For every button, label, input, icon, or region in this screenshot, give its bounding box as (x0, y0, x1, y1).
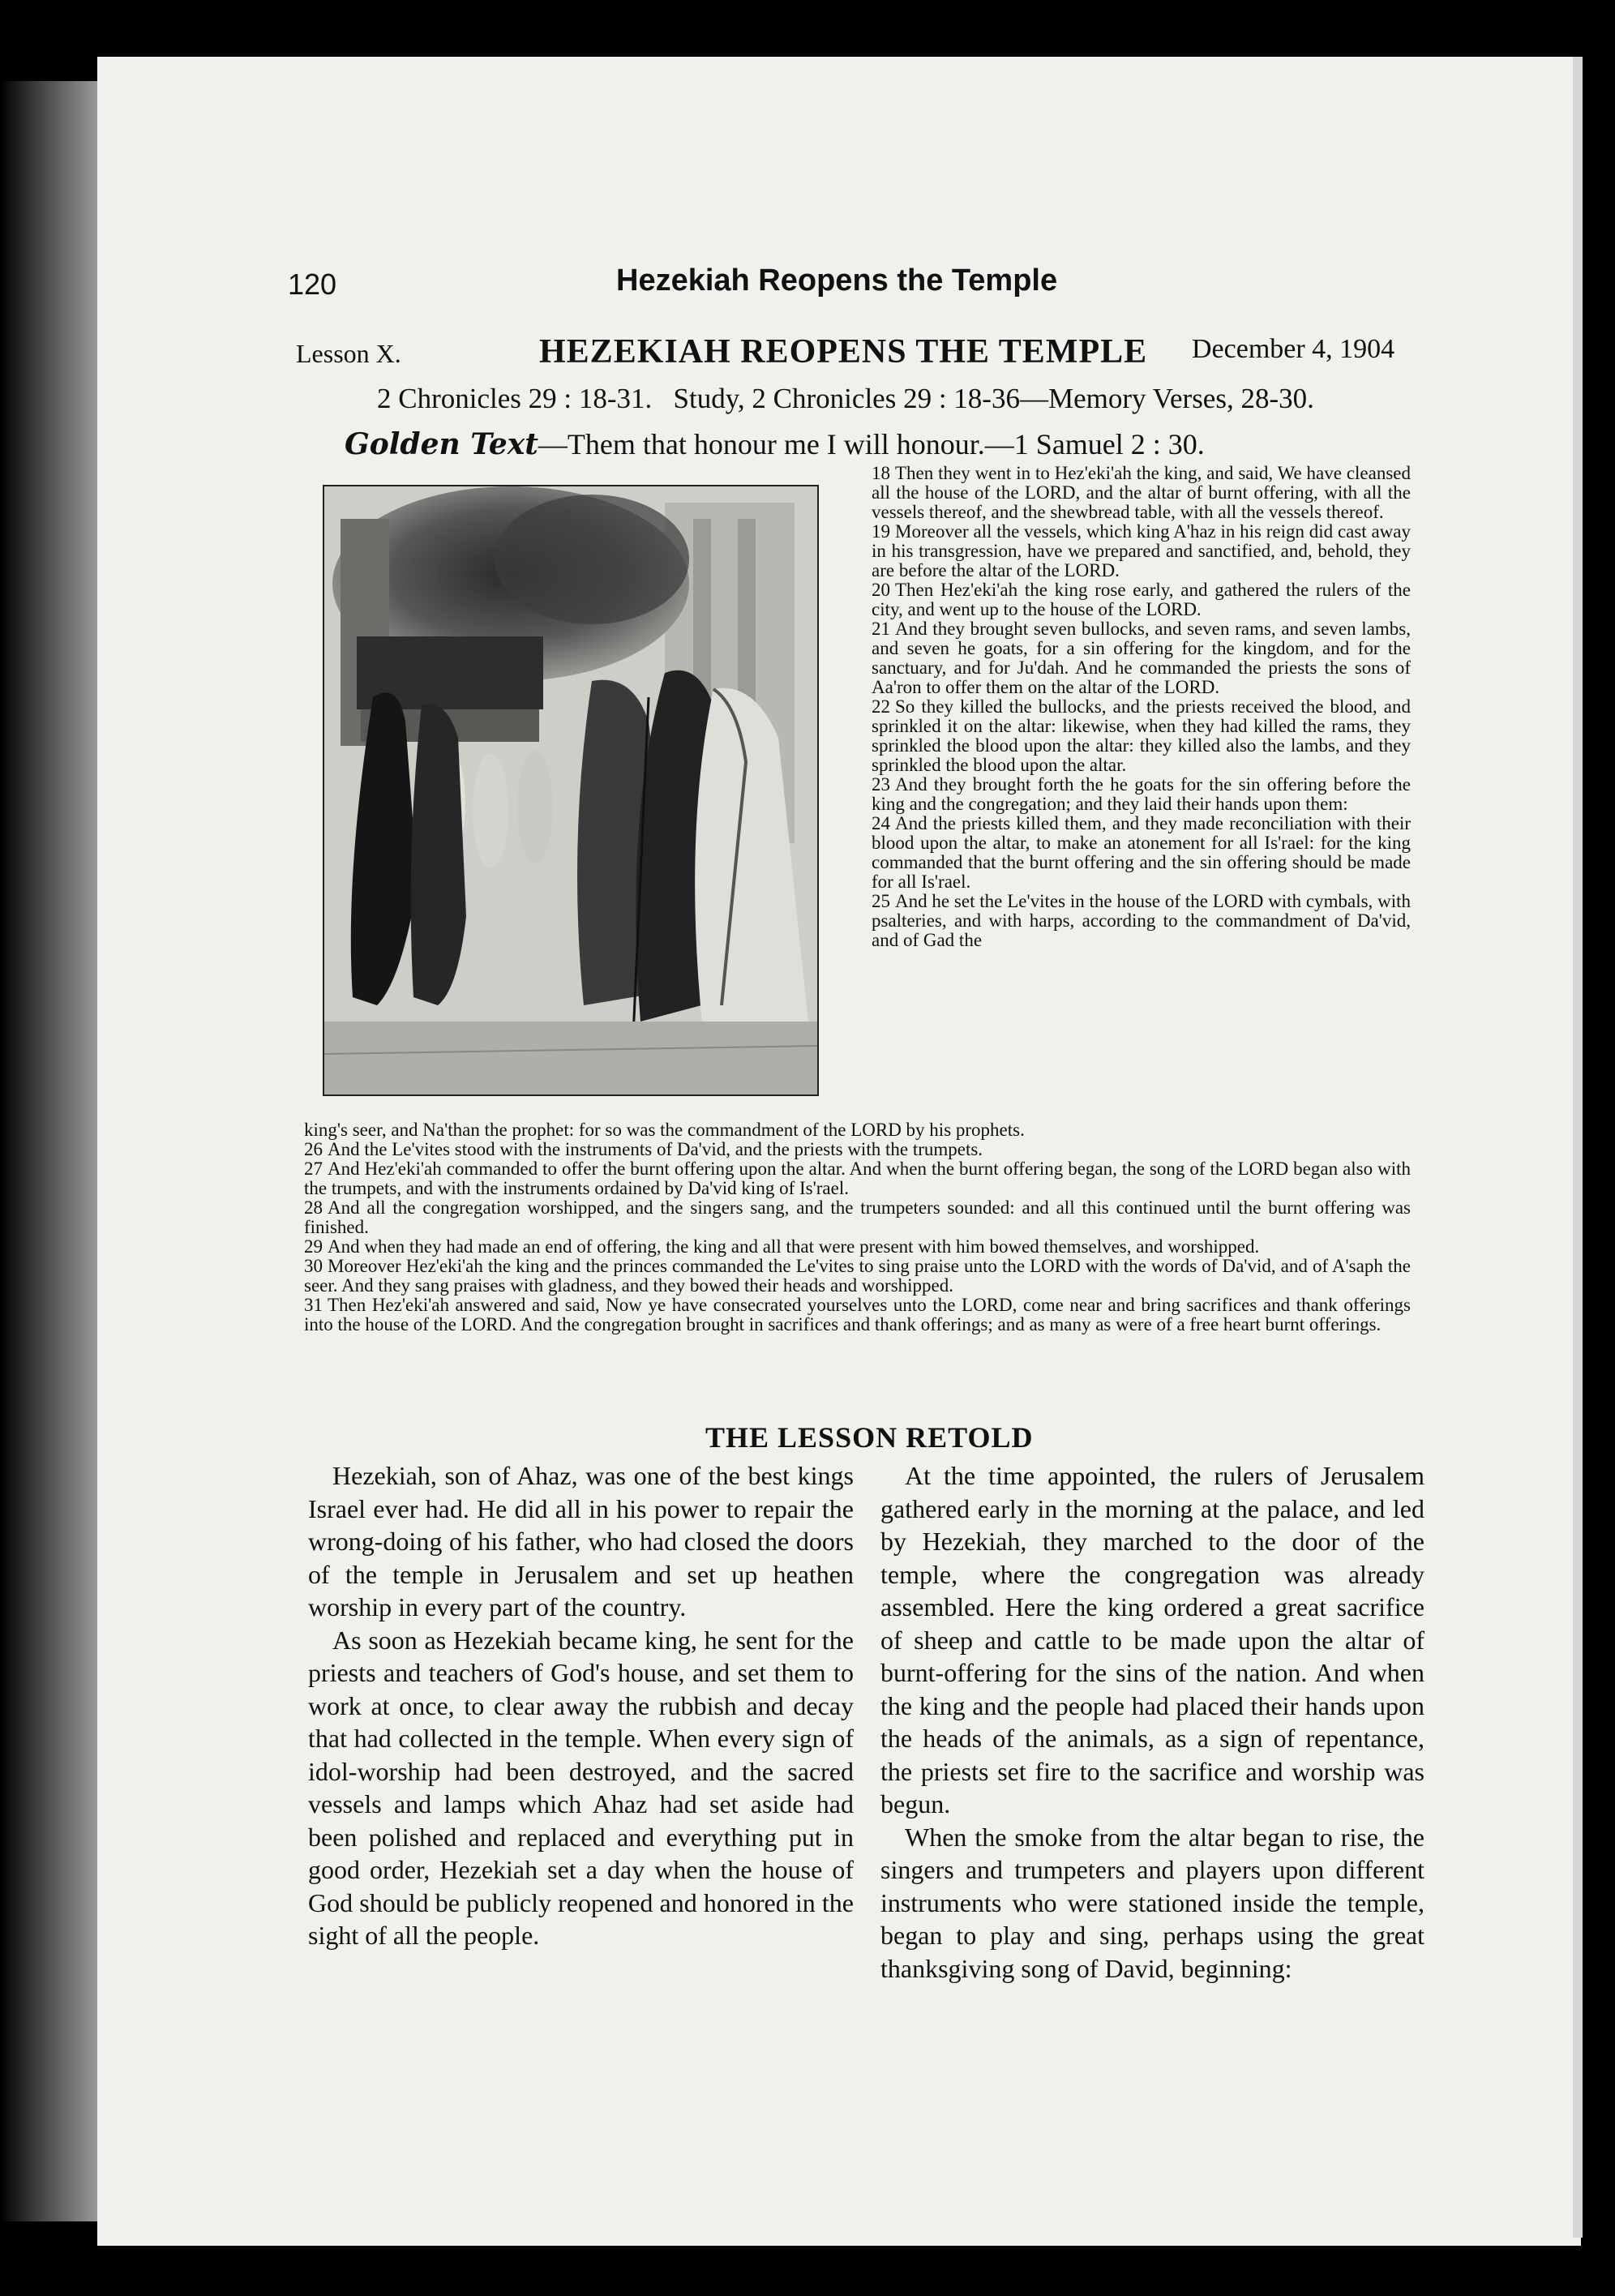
running-title: Hezekiah Reopens the Temple (616, 263, 1058, 298)
page-number: 120 (288, 268, 337, 301)
lesson-retold-left-column (308, 1459, 854, 1952)
lesson-date: December 4, 1904 (1192, 334, 1395, 364)
lesson-retold-heading: THE LESSON RETOLD (705, 1421, 1034, 1454)
lesson-number: Lesson X. (296, 339, 401, 368)
retold-paragraph: At the time appointed, the rulers of Jerusalem gathered early in the morning at the palace, and led by Hezekiah, they marched to the door of the temple, where the congregation was already assembled. Here the king ordered a great sacrifice of sheep and cattle to be made upon the altar of burnt-offering for the sins of the nation. And when the king and the people had placed their hands upon the heads of the animals, as a sign of repentance, the priests set fire to the sacrifice and worship was begun. (880, 1461, 1424, 1818)
verse-18: 18 Then they went in to Hez'eki'ah the king, and said, We have cleansed all the house of the LORD, and the altar of burnt offering, with all the vessels thereof, and the shewbread table, with all the vessels thereof. (872, 463, 1411, 522)
verse-22: 22 So they killed the bullocks, and the priests received the blood, and sprinkled it on the altar: likewise, when they had killed the rams, they sprinkled the blood upon the altar: they killed also the lambs, and they sprinkled the blood upon the altar. (872, 696, 1411, 775)
verse-28: 28 And all the congregation worshipped, and the singers sang, and the trumpeters sounded: and all this continued until the burnt offering was finished. (304, 1197, 1411, 1237)
verse-29: 29 And when they had made an end of offering, the king and all that were present with him bowed themselves, and worshipped. (304, 1236, 1260, 1257)
retold-paragraph: Hezekiah, son of Ahaz, was one of the best kings Israel ever had. He did all in his power to repair the wrong-doing of his father, who had closed the doors of the temple in Jerusalem and set up heathen worship in every part of the country. (308, 1461, 854, 1621)
lesson-retold-right-column (880, 1459, 1424, 1985)
scripture-reference: 2 Chronicles 29 : 18-31. Study, 2 Chronicles 29 : 18-36—Memory Verses, 28-30. (377, 383, 1314, 414)
verse-30: 30 Moreover Hez'eki'ah the king and the princes commanded the Le'vites to sing praise unto the LORD with the words of Da'vid, and of A'saph the seer. And they sang praises with gladness, and they bowed their heads and worshipped. (304, 1256, 1411, 1296)
verse-25: 25 And he set the Le'vites in the house of the LORD with cymbals, with psalteries, and with harps, according to the commandment of Da'vid, and of Gad the (872, 891, 1411, 950)
verse-26: 26 And the Le'vites stood with the instruments of Da'vid, and the priests with the trumpets. (304, 1139, 983, 1159)
verse-23: 23 And they brought forth the he goats for the sin offering before the king and the congregation; and they laid their hands upon them: (872, 774, 1411, 814)
golden-text (345, 427, 1205, 461)
lesson-title: HEZEKIAH REOPENS THE TEMPLE (539, 333, 1148, 371)
verse-20: 20 Then Hez'eki'ah the king rose early, and gathered the rulers of the city, and went up to the house of the LORD. (872, 580, 1411, 619)
verse-19: 19 Moreover all the vessels, which king A'haz in his reign did cast away in his transgression, have we prepared and sanctified, and, behold, they are before the altar of the LORD. (872, 521, 1411, 580)
scripture-verses-full-width (304, 1120, 1411, 1334)
verse-27: 27 And Hez'eki'ah commanded to offer the burnt offering upon the altar. And when the burnt offering began, the song of the LORD began also with the trumpets, and with the instruments ordained by Da'vid king of Is'rael. (304, 1159, 1411, 1198)
temple-sacrifice-illustration (323, 485, 819, 1096)
verse-21: 21 And they brought seven bullocks, and seven rams, and seven lambs, and seven he goats, for a sin offering for the kingdom, and for the sanctuary, and for Ju'dah. And he commanded the priests the sons of Aa'ron to offer them on the altar of the LORD. (872, 619, 1411, 697)
temple-sacrifice-engraving-icon (324, 486, 817, 1094)
retold-paragraph: As soon as Hezekiah became king, he sent for the priests and teachers of God's house, and set them to work at once, to clear away the rubbish and decay that had collected in the temple. When every sign of idol-worship had been destroyed, and the sacred vessels and lamps which Ahaz had set aside had been polished and replaced and everything put in good order, Hezekiah set a day when the house of God should be publicly reopened and honored in the sight of all the people. (308, 1625, 854, 1950)
scripture-verses-right-column (872, 464, 1411, 950)
verse-24: 24 And the priests killed them, and they made reconciliation with their blood upon the altar, to make an atonement for all Is'rael: for the king commanded that the burnt offering and the sin offering should be made for all Is'rael. (872, 813, 1411, 892)
page-right-edge (1573, 57, 1583, 2238)
golden-text-label: Golden Text (345, 427, 538, 461)
verse-31: 31 Then Hez'eki'ah answered and said, Now ye have consecrated yourselves unto the LORD, come near and bring sacrifices and thank offerings into the house of the LORD. And the congregation brought in sacrifices and thank offerings; and as many as were of a free heart burnt offerings. (304, 1295, 1411, 1334)
verse-25-continued: king's seer, and Na'than the prophet: for so was the commandment of the LORD by his prophets. (304, 1120, 1025, 1140)
golden-text-body: —Them that honour me I will honour.—1 Samuel 2 : 30. (538, 428, 1205, 460)
retold-paragraph: When the smoke from the altar began to rise, the singers and trumpeters and players upon different instruments who were stationed inside the temple, began to play and sing, perhaps using the great thanksgiving song of David, beginning: (880, 1822, 1424, 1983)
